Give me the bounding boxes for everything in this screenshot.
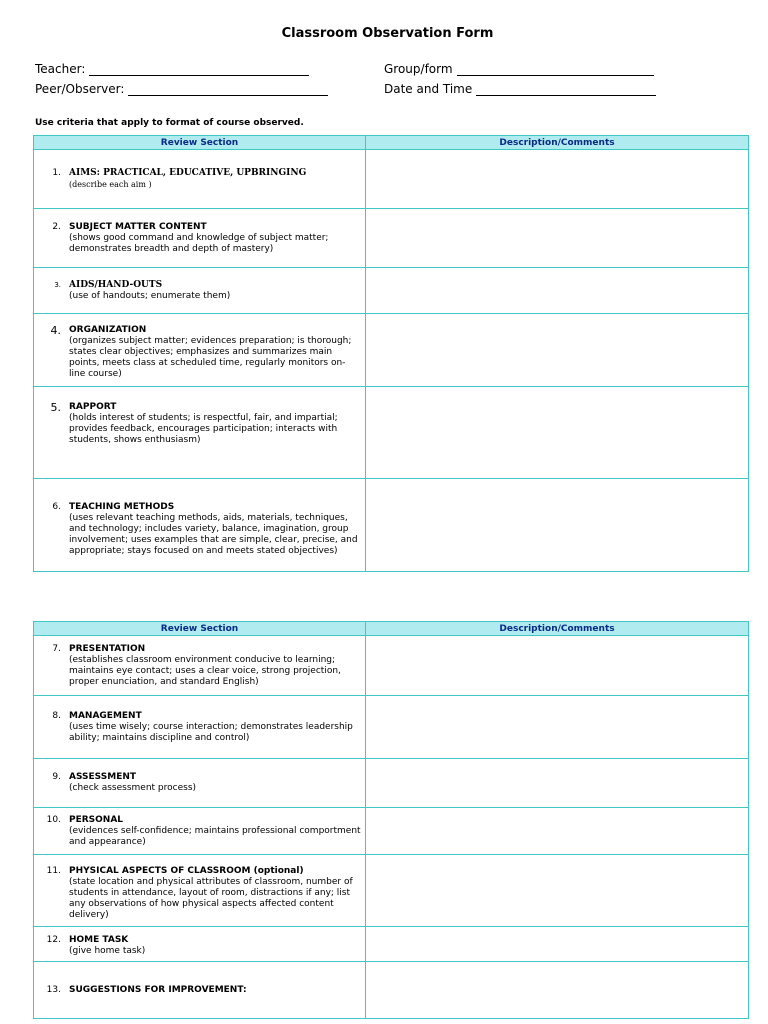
comment-cell[interactable]: [366, 962, 749, 1019]
section-heading: PERSONAL: [69, 814, 124, 825]
section-number: 7.: [52, 643, 61, 654]
section-heading: PRESENTATION: [69, 643, 146, 654]
section-heading: ASSESSMENT: [69, 772, 137, 782]
section-number: 12.: [46, 935, 61, 945]
table-row: [34, 479, 749, 572]
review-section-header: Review Section: [34, 622, 366, 636]
section-heading: AIDS/HAND-OUTS: [69, 279, 163, 290]
teacher-field[interactable]: [35, 62, 309, 76]
review-section-header: Review Section: [34, 136, 366, 150]
group-form-field[interactable]: [384, 62, 654, 76]
table-row: [34, 759, 749, 808]
section-description: (describe each aim ): [69, 180, 152, 189]
table-row: [34, 314, 749, 387]
group-form-label: Group/form: [384, 62, 453, 76]
form-title: Classroom Observation Form: [281, 26, 494, 41]
date-time-line[interactable]: [476, 83, 656, 96]
section-heading: AIMS: PRACTICAL, EDUCATIVE, UPBRINGING: [69, 168, 307, 178]
comment-cell[interactable]: [366, 855, 749, 927]
section-heading: RAPPORT: [69, 401, 117, 412]
section-description: (holds interest of students; is respectful, fair, and impartial; provides feedback, encourages participation; interacts with students, shows enthusiasm): [69, 412, 338, 445]
observation-table-2: [33, 621, 749, 1019]
table-row: [34, 927, 749, 962]
section-number: 5.: [50, 400, 61, 414]
section-description: (uses time wisely; course interaction; demonstrates leadership ability; maintains discipline and control): [69, 721, 353, 743]
comment-cell[interactable]: [366, 150, 749, 209]
section-number: 8.: [52, 710, 61, 721]
section-heading: MANAGEMENT: [69, 710, 142, 721]
section-description: (check assessment process): [69, 783, 197, 793]
table-row: [34, 808, 749, 855]
section-number: 3.: [54, 280, 61, 289]
section-heading: SUBJECT MATTER CONTENT: [69, 221, 207, 232]
date-time-field[interactable]: [384, 82, 656, 96]
section-heading: ORGANIZATION: [69, 324, 147, 335]
table-row: [34, 387, 749, 479]
comment-cell[interactable]: [366, 387, 749, 479]
observation-table-1: [33, 135, 749, 572]
table-row: [34, 209, 749, 268]
section-description: (evidences self-confidence; maintains professional comportment and appearance): [69, 825, 361, 847]
section-description: (use of handouts; enumerate them): [69, 290, 231, 301]
table-row: [34, 696, 749, 759]
comment-cell[interactable]: [366, 696, 749, 759]
comment-cell[interactable]: [366, 314, 749, 387]
section-number: 11.: [46, 866, 61, 876]
section-heading: SUGGESTIONS FOR IMPROVEMENT:: [69, 984, 247, 995]
table-row: [34, 962, 749, 1019]
section-number: 2.: [52, 221, 61, 232]
table-row: [34, 150, 749, 209]
section-description: (give home task): [69, 946, 146, 956]
section-number: 4.: [50, 323, 61, 337]
group-form-line[interactable]: [457, 63, 654, 76]
table-row: [34, 268, 749, 314]
teacher-label: Teacher:: [35, 62, 86, 76]
table-row: [34, 855, 749, 927]
comment-cell[interactable]: [366, 927, 749, 962]
section-description: (shows good command and knowledge of subject matter; demonstrates breadth and depth of mastery): [69, 232, 329, 254]
peer-observer-line[interactable]: [128, 83, 328, 96]
section-description: (establishes classroom environment conducive to learning; maintains eye contact; uses a clear voice, strong projection, proper enunciation, and standard English): [69, 654, 341, 687]
section-heading: PHYSICAL ASPECTS OF CLASSROOM (optional): [69, 866, 304, 876]
section-description: (state location and physical attributes of classroom, number of students in attendance, layout of room, distractions if any; list any observations of how physical aspects affected content delivery): [69, 877, 353, 920]
comment-cell[interactable]: [366, 268, 749, 314]
comments-header: Description/Comments: [366, 136, 749, 150]
comment-cell[interactable]: [366, 759, 749, 808]
comment-cell[interactable]: [366, 636, 749, 696]
table-row: [34, 636, 749, 696]
instruction-note: Use criteria that apply to format of course observed.: [35, 118, 304, 128]
comments-header: Description/Comments: [366, 622, 749, 636]
teacher-line[interactable]: [89, 63, 309, 76]
comment-cell[interactable]: [366, 808, 749, 855]
section-heading: HOME TASK: [69, 935, 129, 945]
section-description: (organizes subject matter; evidences preparation; is thorough; states clear objectives; emphasizes and summarizes main points, meets class at scheduled time, regularly monitors on-line course): [69, 335, 352, 379]
section-number: 10.: [46, 814, 61, 825]
date-time-label: Date and Time: [384, 82, 473, 96]
peer-observer-field[interactable]: [35, 82, 328, 96]
section-description: (uses relevant teaching methods, aids, materials, techniques, and technology; includes variety, balance, imagination, group involvement; uses examples that are simple, clear, precise, and appropriate; stays focused on and meets stated objectives): [69, 512, 358, 556]
section-number: 1.: [52, 168, 61, 178]
section-number: 6.: [52, 501, 61, 512]
section-number: 9.: [52, 772, 61, 782]
section-heading: TEACHING METHODS: [69, 501, 175, 512]
peer-observer-label: Peer/Observer:: [35, 82, 125, 96]
section-number: 13.: [46, 984, 61, 995]
comment-cell[interactable]: [366, 479, 749, 572]
comment-cell[interactable]: [366, 209, 749, 268]
